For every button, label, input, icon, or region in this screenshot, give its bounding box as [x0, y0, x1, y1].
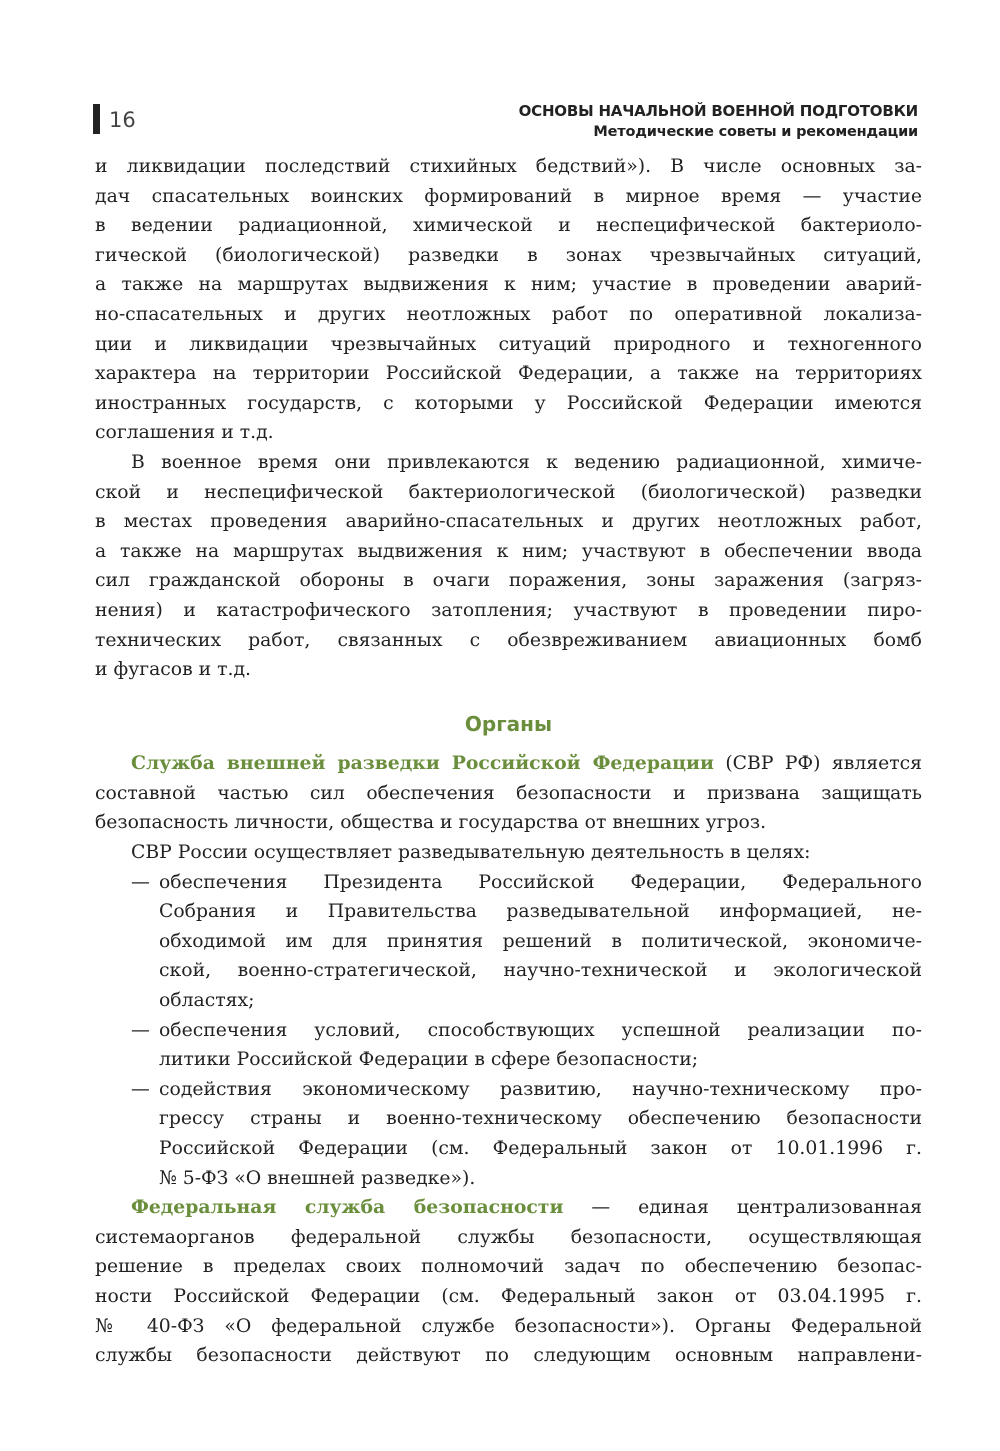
list-dash: —	[131, 1078, 150, 1100]
text-line: решение в пределах своих полномочий задач по обеспечению безопас-	[95, 1256, 922, 1278]
text-line: службы безопасности действуют по следующим основным направлени-	[95, 1345, 922, 1367]
paragraph-fsb	[95, 1193, 922, 1371]
text-line: ской и неспецифической бактериологической (биологической) разведки	[95, 481, 922, 503]
paragraph-svr	[95, 749, 922, 838]
text-line: нения) и катастрофического затопления; участвуют в проведении пиро-	[95, 599, 922, 621]
header-marker-bar	[93, 104, 100, 134]
term-fsb: Федеральная служба безопасности	[131, 1196, 564, 1219]
text-line: а также на маршрутах выдвижения к ним; участвуют в обеспечении ввода	[95, 540, 922, 562]
text-line: безопасность личности, общества и государства от внешних угроз.	[95, 812, 767, 834]
text-line: системаорганов федеральной службы безопасности, осуществляющая	[95, 1226, 922, 1248]
text-fragment: (СВР РФ) является	[713, 753, 922, 775]
page-number: 16	[109, 108, 136, 132]
text-line	[95, 749, 922, 779]
text-line: сил гражданской обороны в очаги поражения, зоны заражения (загряз-	[95, 570, 922, 592]
text-line: областях;	[159, 990, 255, 1012]
paragraph-wartime	[95, 448, 922, 685]
list-item	[95, 1075, 922, 1193]
text-line: характера на территории Российской Федерации, а также на территориях	[95, 363, 922, 385]
text-line: в ведении радиационной, химической и неспецифической бактериоло-	[95, 215, 922, 237]
paragraph-svr-goals	[95, 838, 922, 868]
text-line: В военное время они привлекаются к ведению радиационной, химиче-	[131, 451, 922, 473]
text-line: № 5-ФЗ «О внешней разведке»).	[159, 1167, 476, 1189]
text-line: грессу страны и военно-техническому обеспечению безопасности	[159, 1108, 922, 1130]
text-line: дач спасательных воинских формирований в мирное время — участие	[95, 185, 922, 207]
goals-list	[95, 868, 922, 1194]
text-line: Российской Федерации (см. Федеральный закон от 10.01.1996 г.	[159, 1138, 922, 1159]
text-line: но-спасательных и других неотложных работ по оперативной локализа-	[95, 303, 922, 325]
list-dash: —	[131, 871, 150, 893]
text-line: ности Российской Федерации (см. Федеральный закон от 03.04.1995 г.	[95, 1285, 922, 1307]
section-heading: Органы	[464, 711, 553, 736]
text-line: иностранных государств, с которыми у Российской Федерации имеются	[95, 392, 922, 414]
body-text	[95, 152, 922, 1371]
text-line: Собрания и Правительства разведывательной информацией, не-	[159, 901, 922, 923]
text-line: ской, военно-стратегической, научно-технической и экологической	[159, 960, 922, 982]
text-line: обеспечения Президента Российской Федерации, Федерального	[159, 871, 922, 893]
text-line: обеспечения условий, способствующих успешной реализации по-	[159, 1019, 922, 1041]
text-line: технических работ, связанных с обезвреживанием авиационных бомб	[95, 629, 922, 651]
text-line: гической (биологической) разведки в зонах чрезвычайных ситуаций,	[95, 244, 922, 266]
text-line: ции и ликвидации чрезвычайных ситуаций природного и техногенного	[95, 333, 922, 355]
list-item	[95, 868, 922, 1016]
text-line: СВР России осуществляет разведывательную деятельность в целях:	[131, 842, 811, 864]
text-line: литики Российской Федерации в сфере безопасности;	[159, 1049, 699, 1071]
text-fragment: — единая централизованная	[563, 1197, 922, 1219]
text-line: № 40-ФЗ «О федеральной службе безопасности»). Органы Федеральной	[95, 1315, 922, 1337]
running-head	[519, 101, 918, 143]
text-line: и ликвидации последствий стихийных бедствий»). В числе основных за-	[95, 156, 922, 177]
text-line: и фугасов и т.д.	[95, 659, 252, 681]
list-item	[95, 1016, 922, 1075]
text-line: а также на маршрутах выдвижения к ним; участие в проведении аварий-	[95, 274, 922, 296]
running-head-title: ОСНОВЫ НАЧАЛЬНОЙ ВОЕННОЙ ПОДГОТОВКИ	[518, 102, 918, 120]
running-head-subtitle: Методические советы и рекомендации	[593, 124, 918, 140]
text-line: составной частью сил обеспечения безопасности и призвана защищать	[95, 782, 922, 804]
text-line: содействия экономическому развитию, научно-техническому про-	[159, 1078, 922, 1100]
text-line: обходимой им для принятия решений в политической, экономиче-	[159, 930, 922, 952]
text-line: в местах проведения аварийно-спасательных и других неотложных работ,	[95, 511, 922, 533]
term-svr: Служба внешней разведки Российской Федерации	[131, 752, 714, 775]
list-dash: —	[131, 1019, 150, 1041]
text-line: соглашения и т.д.	[95, 422, 274, 444]
text-line	[95, 1193, 922, 1223]
paragraph-rescue-units	[95, 152, 922, 448]
